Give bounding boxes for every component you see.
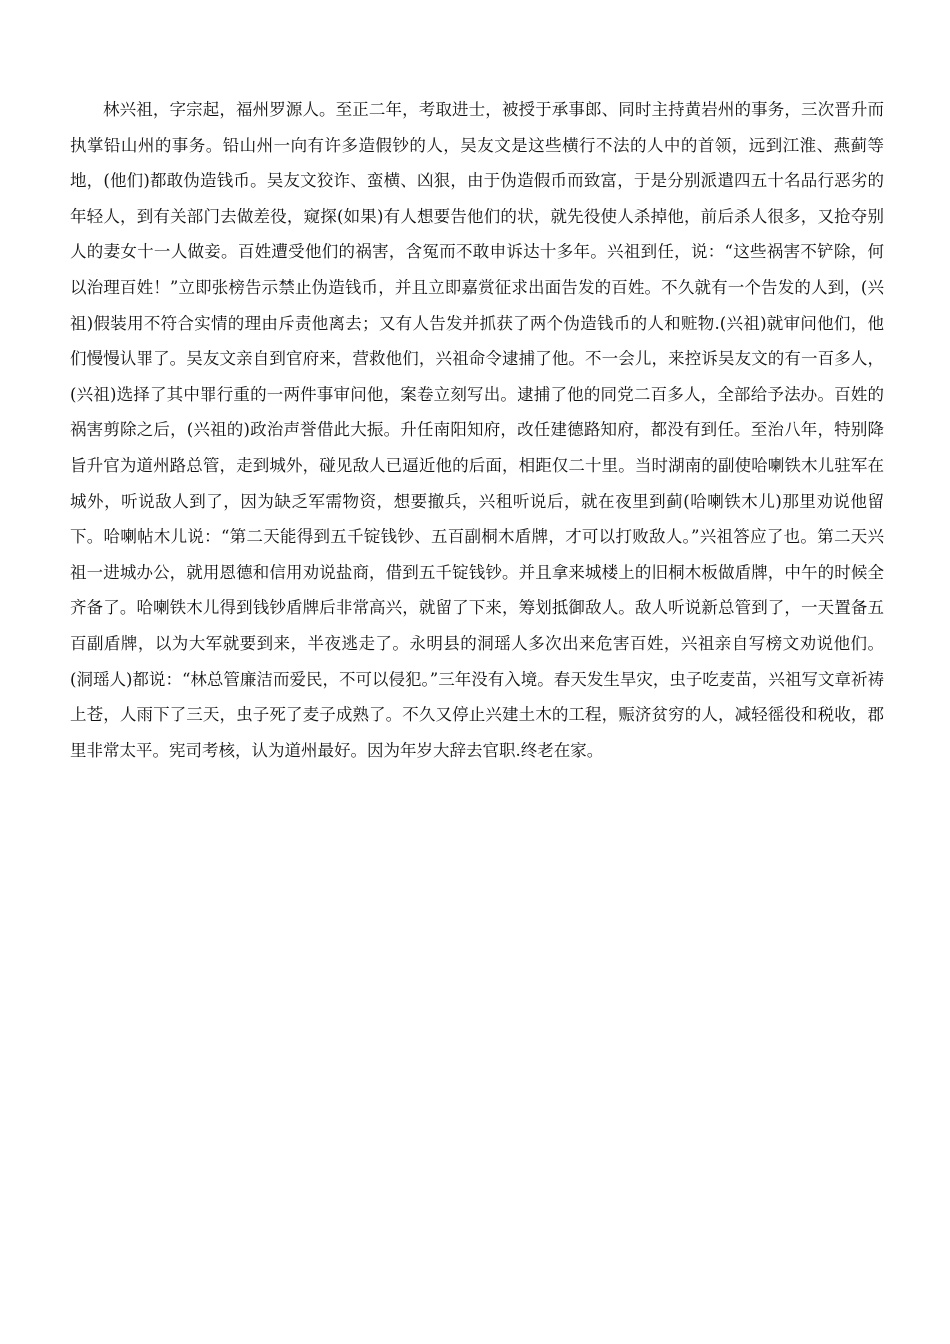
body-paragraph: 林兴祖，字宗起，福州罗源人。至正二年，考取进士，被授于承事郎、同时主持黄岩州的事务，三次晋升而执掌铅山州的事务。铅山州一向有许多造假钞的人，吴友文是这些横行不法的人中的首领，远到江淮、燕蓟等地，(他们)都敢伪造钱币。吴友文狡诈、蛮横、凶狠，由于伪造假币而致富，于是分别派遣四五十名品行恶劣的年轻人，到有关部门去做差役，窥探(如果)有人想要告他们的状，就先役使人杀掉他，前后杀人很多，又抢夺别人的妻女十一人做妾。百姓遭受他们的祸害，含冤而不敢申诉达十多年。兴祖到任，说：“这些祸害不铲除，何以治理百姓！”立即张榜告示禁止伪造钱币，并且立即嘉赏征求出面告发的百姓。不久就有一个告发的人到，(兴祖)假装用不符合实情的理由斥责他离去；又有人告发并抓获了两个伪造钱币的人和赃物.(兴祖)就审问他们，他们慢慢认罪了。吴友文亲自到官府来，营救他们，兴祖命令逮捕了他。不一会儿，来控诉吴友文的有一百多人，(兴祖)选择了其中罪行重的一两件事审问他，案卷立刻写出。逮捕了他的同党二百多人，全部给予法办。百姓的祸害剪除之后，(兴祖的)政治声誉借此大振。升任南阳知府，改任建德路知府，都没有到任。至治八年，特别降旨升官为道州路总管，走到城外，碰见敌人已逼近他的后面，相距仅二十里。当时湖南的副使哈喇铁木儿驻军在城外，听说敌人到了，因为缺乏军需物资，想要撤兵，兴租听说后，就在夜里到蓟(哈喇铁木儿)那里劝说他留下。哈喇帖木儿说：“第二天能得到五千锭钱钞、五百副桐木盾牌，才可以打败敌人。”兴祖答应了也。第二天兴祖一进城办公，就用恩德和信用劝说盐商，借到五千锭钱钞。并且拿来城楼上的旧桐木板做盾牌，中午的时候全齐备了。哈喇铁木儿得到钱钞盾牌后非常高兴，就留了下来，筹划抵御敌人。敌人听说新总管到了，一天置备五百副盾牌，以为大军就要到来，半夜逃走了。永明县的洞瑶人多次出来危害百姓，兴祖亲自写榜文劝说他们。(洞瑶人)都说：“林总管廉洁而爱民，不可以侵犯。”三年没有入境。春天发生旱灾，虫子吃麦苗，兴祖写文章祈祷上苍，人雨下了三天，虫子死了麦子成熟了。不久又停止兴建土木的工程，赈济贫穷的人，减轻徭役和税收，郡里非常太平。宪司考核，认为道州最好。因为年岁大辞去官职.终老在家。 xyxy=(70,100,884,760)
